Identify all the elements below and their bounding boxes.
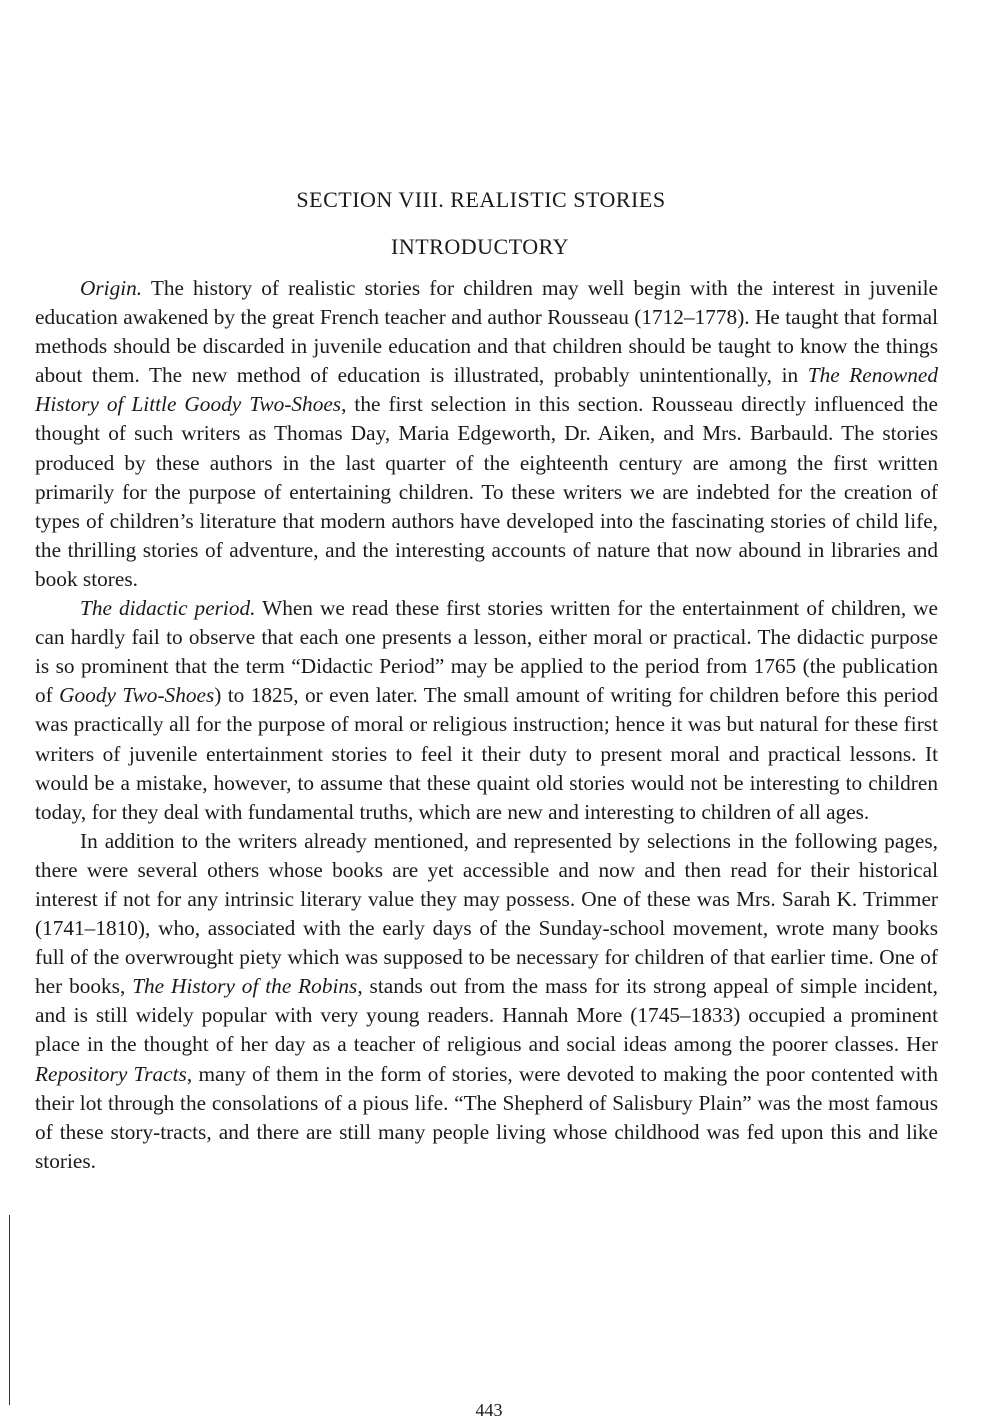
book-title: Repository Tracts: [35, 1061, 187, 1086]
section-subtitle: INTRODUCTORY: [391, 234, 569, 259]
book-title: The History of the Robins: [132, 974, 358, 999]
paragraph-text: , many of them in the form of stories, were devoted to making the poor contented with their lot through the consolations of a pious life. “The Shepherd of Salisbury Plain” was the most famous of these story-tracts, and there are still many people living whose childhood was fed upon this and like stories.: [35, 1061, 938, 1173]
book-title: The Renowned History of Little Goody Two-Shoes: [35, 363, 939, 417]
paragraph-other-writers: [35, 827, 938, 1176]
paragraph-text: , the first selection in this section. Rousseau directly influenced the thought of such writers as Thomas Day, Maria Edgeworth, Dr. Aiken, and Mrs. Barbauld. The stories produced by these authors in the last quarter of the eighteenth century are among the first written primarily for the purpose of entertaining children. To these writers we are indebted for the creation of types of children’s literature that modern authors have developed into the fascinating stories of child life, the thrilling stories of adventure, and the interesting accounts of nature that now abound in libraries and book stores.: [35, 392, 939, 591]
paragraph-lead: The didactic period.: [80, 596, 256, 621]
paragraph-text: The history of realistic stories for children may well begin with the interest in juvenile education awakened by the great French teacher and author Rousseau (1712–1778). He taught that formal methods should be discarded in juvenile education and that children should be taught to know the things about them. The new method of education is illustrated, probably unintentionally, in: [35, 276, 938, 388]
paragraph-text: In addition to the writers already mentioned, and represented by selections in the following pages, there were several others whose books are yet accessible and now and then read for their historical interest if not for any intrinsic literary value they may possess. One of these was Mrs. Sarah K. Trimmer (1741–1810), who, associated with the early days of the Sunday-school movement, wrote many books full of the overwrought piety which was supposed to be necessary for children of that earlier time. One of her books,: [35, 828, 938, 999]
paragraph-lead: Origin.: [80, 276, 143, 300]
paragraph-didactic-period: [35, 594, 938, 827]
paragraph-origin: [35, 274, 938, 594]
paragraph-text: When we read these first stories written for the entertainment of children, we can hardly fail to observe that each one presents a lesson, either moral or practical. The didactic purpose is so prominent that the term “Didactic Period” may be applied to the period from 1765 (the publication of: [35, 596, 939, 708]
section-title: SECTION VIII. REALISTIC STORIES: [296, 187, 666, 212]
body-text: [35, 274, 938, 1176]
paragraph-text: , stands out from the mass for its strong appeal of simple incident, and is still widely popular with very young readers. Hannah More (1745–1833) occupied a prominent place in the thought of her day as a teacher of religious and social ideas among the poorer classes. Her: [35, 974, 938, 1057]
paragraph-text: ) to 1825, or even later. The small amount of writing for children before this period was practically all for the purpose of moral or religious instruction; hence it was but natural for these first writers of juvenile entertainment stories to feel it their duty to present moral and practical lessons. It would be a mistake, however, to assume that these quaint old stories would not be interesting to children today, for they deal with fundamental truths, which are new and interesting to children of all ages.: [35, 683, 938, 824]
page-number: 443: [475, 1400, 503, 1420]
margin-rule: [9, 1215, 10, 1405]
book-title: Goody Two-Shoes: [59, 683, 215, 708]
